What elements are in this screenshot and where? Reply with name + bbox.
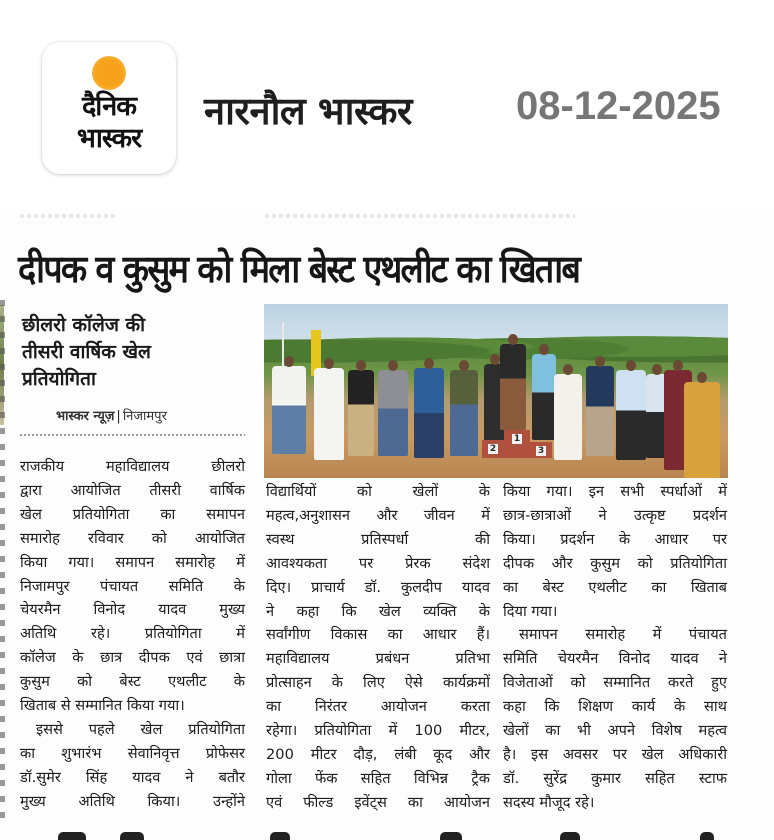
text-line: दिए। प्राचार्य डॉ. कुलदीप यादव [266,578,490,596]
podium-second: 2 [482,440,504,458]
text-line: निजामपुर पंचायत समिति के [20,577,245,595]
photo-person [616,370,646,460]
text-line: खिताब से सम्मानित किया गया। [20,697,185,715]
text-line: गोला फेंक सहित विभिन्न ट्रैक [266,769,490,787]
photo-person [414,368,444,458]
photo-person [314,368,344,460]
text-line: आवश्यकता पर प्रेरक संदेश [266,554,490,572]
photo-person [450,370,478,456]
logo-text-line1: दैनिक [81,91,137,122]
cropped-text-remnant [20,214,115,218]
photo-person [272,366,306,454]
text-line: का निरंतर आयोजन करता [266,698,490,716]
podium-first: 1 [504,430,530,458]
article-column-1 [20,455,245,814]
podium-third: 3 [530,442,552,458]
cropped-text-remnant [265,214,575,218]
text-line: मुख्य अतिथि किया। उन्होंने [20,792,245,810]
subhead-line: छीलरो कॉलेज की [22,314,146,336]
subhead-line: प्रतियोगिता [22,368,96,390]
text-line: स्वस्थ प्रतिस्पर्धा की [266,530,490,548]
text-line: प्रोत्साहन के लिए ऐसे कार्यक्रमों [266,674,490,692]
text-line: कॉलेज के छात्र दीपक एवं छात्रा [20,649,245,667]
photo-person [586,366,614,456]
text-line: राजकीय महाविद्यालय छीलरो [20,458,245,475]
text-line: सर्वांगीण विकास का आधार हैं। [266,626,490,644]
text-line: समारोह रविवार को आयोजित [20,529,245,547]
text-line: चेयरमैन विनोद यादव मुख्य [20,601,245,619]
subhead-line: तीसरी वार्षिक खेल [22,341,151,363]
byline-place: निजामपुर [122,409,167,424]
article-headline: दीपक व कुसुम को मिला बेस्ट एथलीट का खिताब [18,247,580,291]
dotted-divider [20,434,245,436]
text-line: एवं फील्ड इवेंट्स का आयोजन [266,793,490,811]
text-line: दिया गया। [503,602,558,620]
text-line: ने कहा कि खेल व्यक्ति के [266,602,490,620]
article-photo [264,304,728,478]
photo-person [378,370,408,456]
text-line: महाविद्यालय प्रबंधन प्रतिभा [266,650,490,668]
text-line: समिति चेयरमैन विनोद यादव ने [503,650,727,668]
text-line: डॉ. सुरेंद्र कुमार सहित स्टाफ [503,769,727,787]
text-line: 200 मीटर दौड़, लंबी कूद और [266,745,490,763]
text-line: का बेस्ट एथलीट का खिताब [503,578,727,596]
text-line: रहेगा। प्रतियोगिता में 100 मीटर, [266,722,490,740]
text-line: डॉ.सुमेर सिंह यादव ने बतौर [20,768,245,786]
edition-date: 08-12-2025 [516,84,721,128]
text-line: अतिथि रहे। प्रतियोगिता में [20,625,245,643]
text-line: विजेताओं को सम्मानित करते हुए [503,674,727,692]
text-line: कहा कि शिक्षण कार्य के साथ [503,698,727,716]
masthead [0,0,774,210]
text-line: छात्र-छात्राओं ने उत्कृष्ट प्रदर्शन [503,506,727,524]
sun-icon [92,56,126,90]
text-line: किया गया। इन सभी स्पर्धाओं में [503,483,727,500]
byline-agency: भास्कर न्यूज़ [56,409,115,424]
photo-person [554,374,582,460]
dainik-bhaskar-logo [42,42,176,174]
text-line: है। इस अवसर पर खेल अधिकारी [503,745,727,763]
text-line: कुसुम को बेस्ट एथलीट के [20,673,245,691]
text-line: समापन समारोह में पंचायत [519,626,727,644]
adjacent-column-edge [0,300,5,820]
text-line: महत्व,अनुशासन और जीवन में [266,506,490,524]
text-line: किया। प्रदर्शन के आधार पर [503,530,727,548]
article-subhead [22,312,252,393]
photo-person [684,382,720,478]
logo-text-line2: भास्कर [76,123,142,154]
byline-separator: | [116,409,121,424]
article-column-3 [503,480,727,815]
news-clipping [0,210,774,840]
text-line: किया गया। समापन समारोह में [20,553,245,571]
byline [56,406,167,424]
photo-person [348,370,374,456]
photo-athlete-third [532,354,556,440]
text-line: दीपक और कुसुम को प्रतियोगिता [503,554,727,572]
article-column-2 [266,480,490,815]
edition-title: नारनौल भास्कर [204,89,412,133]
text-line: खेलों का भी अपने विशेष महत्व [503,722,727,740]
text-line: विद्यार्थियों को खेलों के [266,483,490,500]
text-line: इससे पहले खेल प्रतियोगिता [36,720,245,738]
text-line: द्वारा आयोजित तीसरी वार्षिक [20,481,245,499]
text-line: खेल प्रतियोगिता का समापन [20,505,245,523]
text-line: का शुभारंभ सेवानिवृत्त प्रोफेसर [20,744,245,762]
cropped-next-headline [0,832,774,840]
text-line: सदस्य मौजूद रहे। [503,793,595,811]
photo-athlete-first [500,344,526,430]
